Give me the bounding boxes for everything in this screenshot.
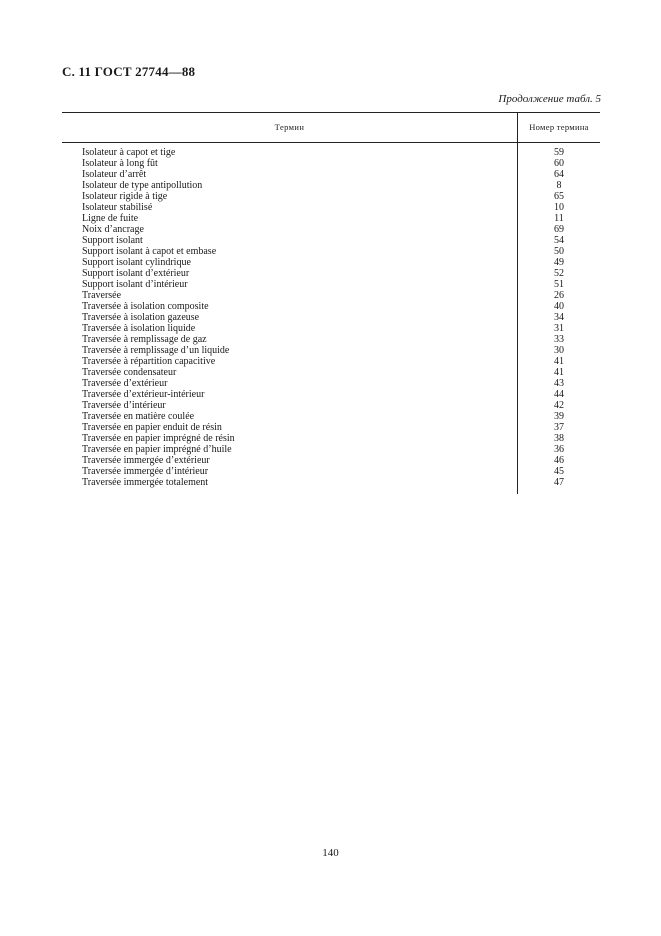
term-cell: Traversée d’intérieur [82, 400, 166, 411]
term-number-cell: 34 [554, 312, 564, 323]
table-row [62, 191, 600, 202]
term-cell: Support isolant cylindrique [82, 257, 191, 268]
table-row [62, 301, 600, 312]
table-row [62, 279, 600, 290]
term-cell: Traversée immergée d’extérieur [82, 455, 210, 466]
term-cell: Traversée [82, 290, 122, 301]
term-cell: Traversée en papier imprégné de résin [82, 433, 235, 444]
table-row [62, 224, 600, 235]
table-row [62, 455, 600, 466]
term-cell: Traversée d’extérieur [82, 378, 168, 389]
table-row [62, 356, 600, 367]
table-row [62, 323, 600, 334]
term-cell: Support isolant d’extérieur [82, 268, 190, 279]
term-cell: Isolateur à capot et tige [82, 147, 176, 158]
table-top-rule [62, 112, 600, 113]
term-cell: Isolateur de type antipollution [82, 180, 203, 191]
term-number-cell: 49 [554, 257, 564, 268]
table-row [62, 158, 600, 169]
term-number-cell: 60 [554, 158, 564, 169]
term-number-cell: 37 [554, 422, 564, 433]
term-number-cell: 43 [554, 378, 564, 389]
term-number-cell: 64 [554, 169, 564, 180]
term-number-cell: 44 [554, 389, 564, 400]
term-number-cell: 51 [554, 279, 564, 290]
table-row [62, 422, 600, 433]
term-cell: Ligne de fuite [82, 213, 139, 224]
term-cell: Traversée en papier enduit de résin [82, 422, 222, 433]
term-cell: Traversée à répartition capacitive [82, 356, 216, 367]
table-row [62, 147, 600, 158]
term-number-cell: 36 [554, 444, 564, 455]
term-cell: Support isolant [82, 235, 143, 246]
term-number-cell: 38 [554, 433, 564, 444]
term-number-cell: 33 [554, 334, 564, 345]
table-row [62, 268, 600, 279]
term-number-cell: 69 [554, 224, 564, 235]
table-row [62, 180, 600, 191]
term-number-cell: 52 [554, 268, 564, 279]
table-continuation-note: Продолжение табл. 5 [498, 93, 601, 105]
table-row [62, 367, 600, 378]
term-cell: Traversée immergée totalement [82, 477, 209, 488]
term-cell: Traversée condensateur [82, 367, 177, 378]
table-row [62, 334, 600, 345]
table-row [62, 213, 600, 224]
term-cell: Traversée immergée d’intérieur [82, 466, 209, 477]
term-number-cell: 46 [554, 455, 564, 466]
term-cell: Traversée en papier imprégné d’huile [82, 444, 232, 455]
table-row [62, 433, 600, 444]
term-number-cell: 45 [554, 466, 564, 477]
term-cell: Traversée d’extérieur-intérieur [82, 389, 205, 400]
term-number-cell: 11 [554, 213, 564, 224]
table-row [62, 345, 600, 356]
term-cell: Noix d’ancrage [82, 224, 144, 235]
term-number-cell: 26 [554, 290, 564, 301]
column-header-term: Термин [274, 122, 305, 132]
term-cell: Traversée à isolation composite [82, 301, 209, 312]
term-number-cell: 30 [554, 345, 564, 356]
term-cell: Isolateur stabilisé [82, 202, 153, 213]
table-row [62, 466, 600, 477]
term-number-cell: 54 [554, 235, 564, 246]
table-header-rule [62, 142, 600, 143]
term-cell: Traversée à remplissage d’un liquide [82, 345, 230, 356]
term-cell: Isolateur rigide à tige [82, 191, 168, 202]
term-number-cell: 8 [556, 180, 562, 191]
page-header: С. 11 ГОСТ 27744—88 [62, 64, 196, 79]
table-row [62, 389, 600, 400]
term-number-cell: 59 [554, 147, 564, 158]
term-cell: Isolateur d’arrêt [82, 169, 147, 180]
column-header-number: Номер термина [529, 122, 589, 132]
page-number: 140 [322, 847, 339, 859]
term-number-cell: 47 [554, 477, 564, 488]
table-body [62, 147, 600, 488]
table-row [62, 235, 600, 246]
table-row [62, 378, 600, 389]
term-number-cell: 42 [554, 400, 564, 411]
term-cell: Support isolant d’intérieur [82, 279, 188, 290]
term-number-cell: 40 [554, 301, 564, 312]
table-row [62, 246, 600, 257]
table-row [62, 477, 600, 488]
term-number-cell: 41 [554, 367, 564, 378]
table-row [62, 290, 600, 301]
term-cell: Support isolant à capot et embase [82, 246, 217, 257]
term-number-cell: 41 [554, 356, 564, 367]
term-cell: Traversée en matière coulée [82, 411, 195, 422]
term-cell: Traversée à isolation liquide [82, 323, 196, 334]
table-row [62, 400, 600, 411]
term-number-cell: 10 [554, 202, 564, 213]
term-number-cell: 31 [554, 323, 564, 334]
term-number-cell: 39 [554, 411, 564, 422]
term-number-cell: 65 [554, 191, 564, 202]
table-row [62, 444, 600, 455]
term-cell: Isolateur à long fût [82, 158, 158, 169]
table-row [62, 257, 600, 268]
table-row [62, 411, 600, 422]
table-row [62, 169, 600, 180]
term-cell: Traversée à isolation gazeuse [82, 312, 200, 323]
term-cell: Traversée à remplissage de gaz [82, 334, 207, 345]
table-row [62, 312, 600, 323]
term-number-cell: 50 [554, 246, 564, 257]
table-row [62, 202, 600, 213]
